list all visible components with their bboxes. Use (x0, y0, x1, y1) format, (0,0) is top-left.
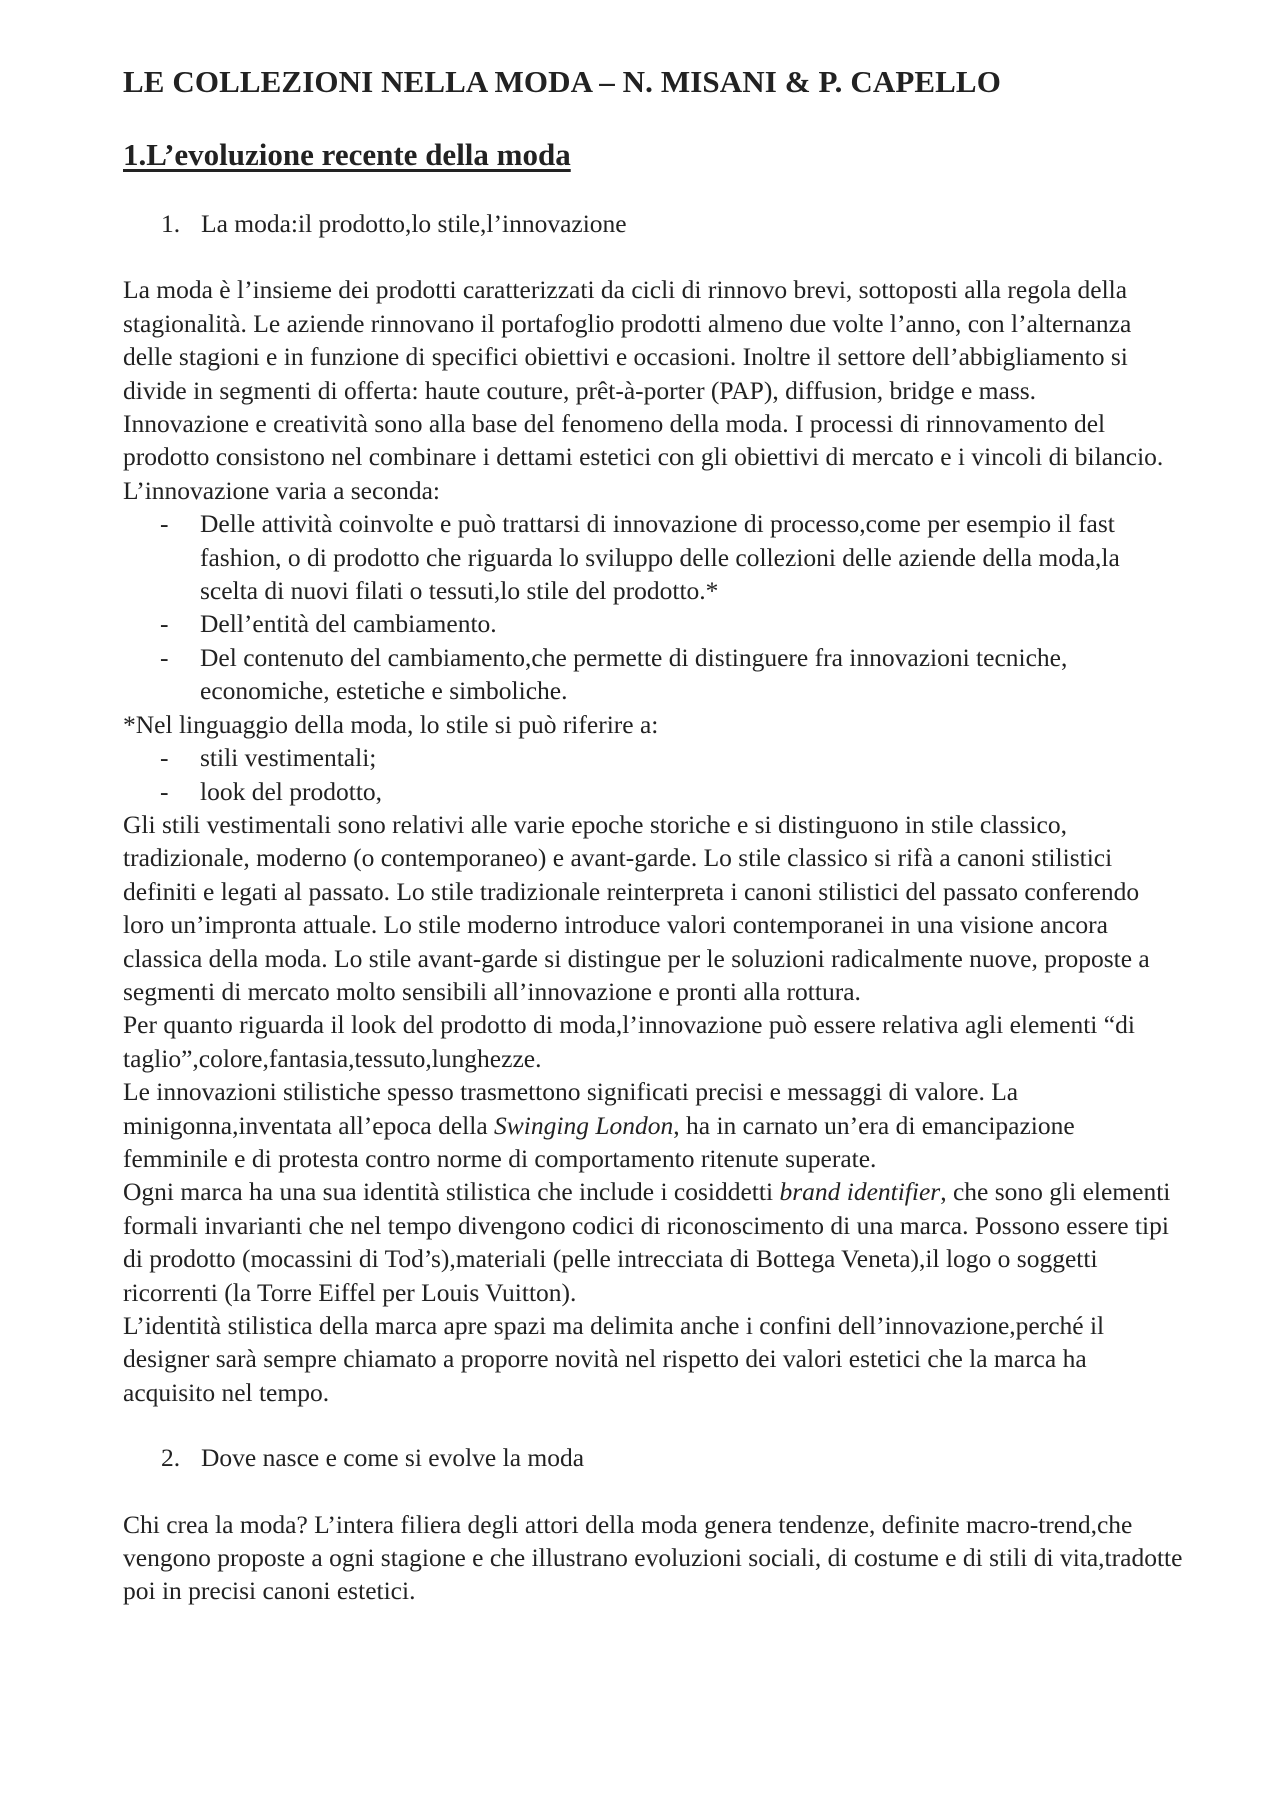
section-title: La moda:il prodotto,lo stile,l’innovazione (201, 209, 627, 238)
list-item (123, 507, 1183, 607)
list-item-text: stili vestimentali; (200, 743, 377, 773)
section-number: 1. (161, 209, 181, 238)
list-marker: - (160, 609, 169, 639)
bullet-list (123, 741, 1183, 808)
paragraph-text: , ha in carnato un’era di emancipazione femminile e di protesta contro norme di comportamento ritenute superate. (123, 1110, 1075, 1173)
paragraph: *Nel linguaggio della moda, lo stile si può riferire a: (123, 709, 659, 739)
paragraph: La moda è l’insieme dei prodotti caratterizzati da cicli di rinnovo brevi, sottoposti alla regola della stagionalità. Le aziende rinnovano il portafoglio prodotti almeno due volte l’anno, con l’alternanza delle stagioni e in funzione di specifici obiettivi e occasioni. Inoltre il settore dell’abbigliamento si divide in segmenti di offerta: haute couture, prêt-à-porter (PAP), diffusion, bridge e mass. (123, 275, 1132, 405)
list-marker: - (160, 743, 169, 773)
bullet-list (123, 507, 1183, 707)
list-item (123, 641, 1183, 708)
paragraph-text: Le innovazioni stilistiche spesso trasmettono significati precisi e messaggi di valore. La minigonna,inventata all’epoca della (123, 1077, 1019, 1140)
paragraph (123, 1075, 1183, 1175)
emphasis-text: brand identifier (779, 1177, 941, 1207)
emphasis-text: Swinging London (494, 1110, 674, 1140)
list-item (123, 775, 1183, 808)
list-item-text: Dell’entità del cambiamento. (200, 609, 497, 639)
section-title: Dove nasce e come si evolve la moda (201, 1443, 585, 1473)
document-page (123, 62, 1183, 1608)
paragraph: Innovazione e creatività sono alla base del fenomeno della moda. I processi di rinnovamento del prodotto consistono nel combinare i dettami estetici con gli obiettivi di mercato e i vincoli di bilancio. L’innovazione varia a seconda: (123, 409, 1164, 505)
list-item (123, 741, 1183, 774)
paragraph (123, 1175, 1183, 1309)
document-title: LE COLLEZIONI NELLA MODA – N. MISANI & P. CAPELLO (123, 64, 1001, 99)
section-heading-2 (123, 1441, 1183, 1474)
chapter-title: 1.L’evoluzione recente della moda (123, 137, 571, 172)
list-marker: - (160, 642, 169, 672)
list-marker: - (160, 776, 169, 806)
paragraph: Per quanto riguarda il look del prodotto di moda,l’innovazione può essere relativa agli elementi “di taglio”,colore,fantasia,tessuto,lunghezze. (123, 1010, 1135, 1073)
list-marker: - (160, 509, 169, 539)
list-item-text: Del contenuto del cambiamento,che permette di distinguere fra innovazioni tecniche, economiche, estetiche e simboliche. (200, 642, 1068, 706)
paragraph-text: Ogni marca ha una sua identità stilistica che include i cosiddetti (123, 1177, 780, 1207)
list-item (123, 607, 1183, 640)
paragraph: Chi crea la moda? L’intera filiera degli attori della moda genera tendenze, definite macro-trend,che vengono proposte a ogni stagione e che illustrano evoluzioni sociali, di costume e di stili di vita,tradotte poi in precisi canoni estetici. (123, 1509, 1183, 1606)
paragraph: Gli stili vestimentali sono relativi alle varie epoche storiche e si distinguono in stile classico, tradizionale, moderno (o contemporaneo) e avant-garde. Lo stile classico si rifà a canoni stilistici definiti e legati al passato. Lo stile tradizionale reinterpreta i canoni stilistici del passato conferendo loro un’impronta attuale. Lo stile moderno introduce valori contemporanei in una visione ancora classica della moda. Lo stile avant-garde si distingue per le soluzioni radicalmente nuove, proposte a segmenti di mercato molto sensibili all’innovazione e pronti alla rottura. (123, 809, 1150, 1006)
list-item-text: look del prodotto, (200, 776, 383, 806)
list-item-text: Delle attività coinvolte e può trattarsi di innovazione di processo,come per esempio il fast fashion, o di prodotto che riguarda lo sviluppo delle collezioni delle aziende della moda,la scelta di nuovi filati o tessuti,lo stile del prodotto.* (200, 509, 1120, 606)
paragraph-text: , che sono gli elementi formali invarianti che nel tempo divengono codici di riconoscimento di una marca. Possono essere tipi di prodotto (mocassini di Tod’s),materiali (pelle intrecciata di Bottega Veneta),il logo o soggetti ricorrenti (la Torre Eiffel per Louis Vuitton). (123, 1177, 1171, 1307)
section-heading-1 (123, 207, 1183, 240)
section-number: 2. (161, 1443, 181, 1473)
paragraph: L’identità stilistica della marca apre spazi ma delimita anche i confini dell’innovazione,perché il designer sarà sempre chiamato a proporre novità nel rispetto dei valori estetici che la marca ha acquisito nel tempo. (123, 1311, 1105, 1407)
